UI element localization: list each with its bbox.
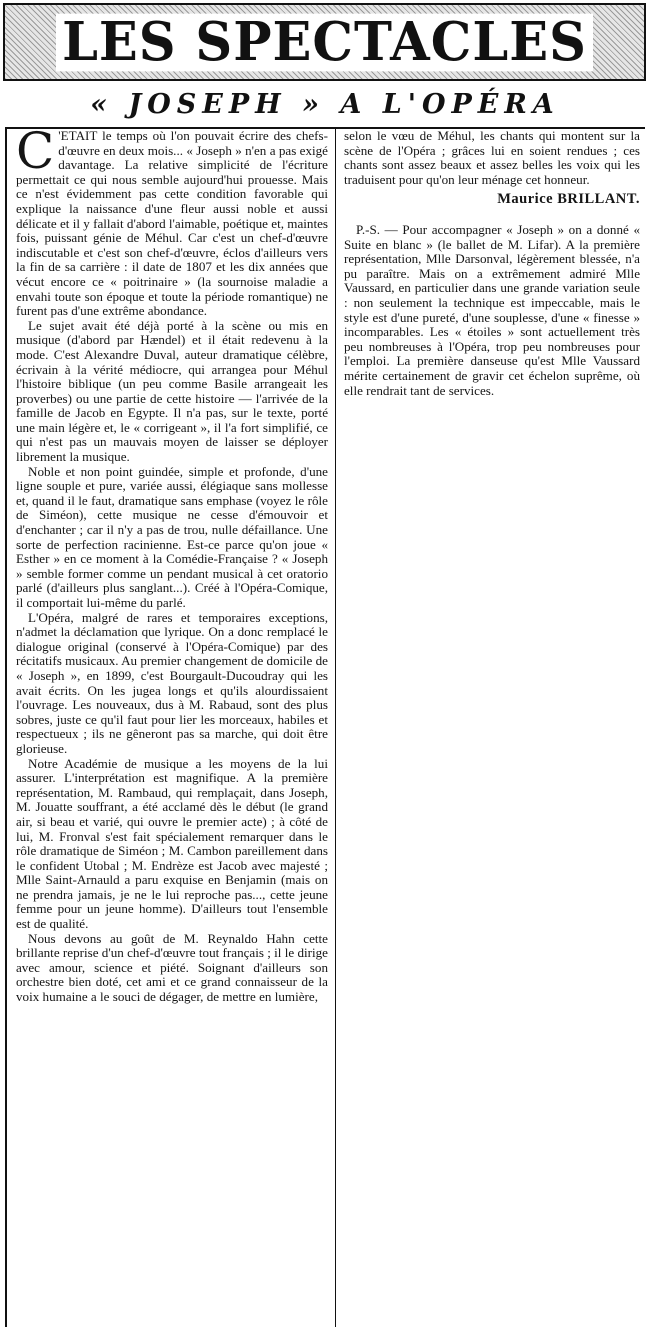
article-paragraph-1 (16, 122, 328, 319)
article-paragraph-6: Nous devons au goût de M. Reynaldo Hahn cette brillante reprise d'un chef-d'œuvre tout français ; il le dirige avec amour, science et piété. Soignant d'ailleurs son orchestre bien doté, cet ami et ce grand connaisseur de la voix humaine a le souci de dégager, de mettre en lumière, (16, 930, 328, 1005)
article-paragraph-2: Le sujet avait été déjà porté à la scène ou mis en musique (d'abord par Hændel) et il était redevenu à la mode. C'est Alexandre Duval, auteur dramatique célèbre, écrivain à la vérité médiocre, qui arrangea pour Méhul l'histoire biblique (un peu comme Basile arrangeait les proverbes) ou une partie de cette histoire — l'arrivée de la famille de Jacob en Egypte. Il n'a pas, sur le texte, porté une main légère et, le « corrigeant », il l'a fort simplifié, ce qui n'est pas un mauvais moyen de laisser se déployer librement la musique. (16, 317, 328, 465)
column-divider (335, 127, 336, 1327)
author-signature: Maurice BRILLANT. (497, 191, 640, 208)
article-paragraph-7: selon le vœu de Méhul, les chants qui montent sur la scène de l'Opéra ; grâces lui en soient rendues ; ces chants sont assez beaux et assez belles les voix qui les traduisent pour qu'on leur ménage cet honneur. (344, 128, 640, 187)
postscript-paragraph: P.-S. — Pour accompagner « Joseph » on a donné « Suite en blanc » (le ballet de M. Lifar). A la première représentation, Mlle Darsonval, légèrement blessée, n'a pu paraître. Mais on a extrêmement admiré Mlle Vaussard, en particulier dans une grande variation seule : non seulement la technique est impeccable, mais le style est d'une pureté, d'une souplesse, d'une « finesse » incomparables. Les « étoiles » sont actuellement très peu nombreuses à l'Opéra, trop peu nombreuses pour l'emploi. La première danseuse qu'est Mlle Vaussard mérite certainement de gravir cet échelon suprême, où elle rendrait tant de services. (344, 221, 640, 398)
article-column-left (16, 122, 328, 1005)
paragraph-1-text: 'ETAIT le temps où l'on pouvait écrire des chefs-d'œuvre en deux mois... « Joseph » n'en a pas exigé davantage. La relative simplicité de l'écriture permettait ce qui nous semble aujourd'hui prouesse. Mais ce n'est évidemment pas cette condition favorable qui explique la naissance d'une fleur aussi noble et aussi délicate et il y fallait d'abord l'aimable, poétique et, maintes fois, puissant génie de Méhul. Car c'est un chef-d'œuvre indiscutable et c'est son chef-d'œuvre, éclos d'ailleurs vers la fin de sa carrière : il date de 1807 et les dix années que vécut encore ce « poitrinaire » (la sournoise maladie a envahi toute son époque et toute la période romantique) ne furent pas d'une extrême abondance. (16, 128, 328, 319)
drop-cap: C (16, 122, 55, 180)
article-headline: « JOSEPH » A L'OPÉRA (90, 89, 560, 120)
section-masthead (3, 3, 646, 81)
article-paragraph-3: Noble et non point guindée, simple et profonde, d'une ligne souple et pure, variée aussi, élégiaque sans mollesse et, quand il le faut, dramatique sans emphase (voyez le rôle de Siméon), cette musique ne cesse d'émouvoir et d'enchanter ; car il n'y a pas de trou, nulle défaillance. Une sorte de perfection racinienne. Est-ce parce qu'on joue « Esther » en ce moment à la Comédie-Française ? « Joseph » semble former comme un pendant musical à cet oratorio parlé (d'ailleurs plus sanglant...). Créé à l'Opéra-Comique, il comportait lui-même du parlé. (16, 463, 328, 610)
left-rule (5, 127, 7, 1327)
article-paragraph-4: L'Opéra, malgré de rares et temporaires exceptions, n'admet la déclamation que lyrique. On a donc remplacé le dialogue original (conservé à l'Opéra-Comique) par des récitatifs musicaux. Au premier changement de domicile de « Joseph », en 1899, c'est Bourgault-Ducoudray qui les avait écrits. On les jugea longs et qu'ils alourdissaient l'ouvrage. Les nouveaux, dus à M. Rabaud, sont des plus sobres, juste ce qu'il faut pour lier les morceaux, habiles et respectueux ; ils ne gêneront pas sa marche, qui doit être glorieuse. (16, 609, 328, 756)
section-title: LES SPECTACLES (56, 13, 593, 71)
article-paragraph-5: Notre Académie de musique a les moyens de la lui assurer. L'interprétation est magnifique. A la première représentation, M. Rambaud, qui remplaçait, dans Joseph, M. Jouatte souffrant, a été acclamé dès le début (le grand air, si beau et varié, qui ouvre le premier acte) ; à côté de lui, M. Fronval s'est fait spécialement remarquer dans le rôle dramatique de Siméon ; M. Cambon pareillement dans le confident Utobal ; M. Endrèze est Jacob avec majesté ; Mlle Saint-Arnauld a paru exquise en Benjamin (mais on ne prendra jamais, je ne le lui reproche pas..., cette jeune femme pour un jeune homme). D'ailleurs tout l'ensemble est de qualité. (16, 755, 328, 932)
article-column-right (344, 129, 640, 398)
